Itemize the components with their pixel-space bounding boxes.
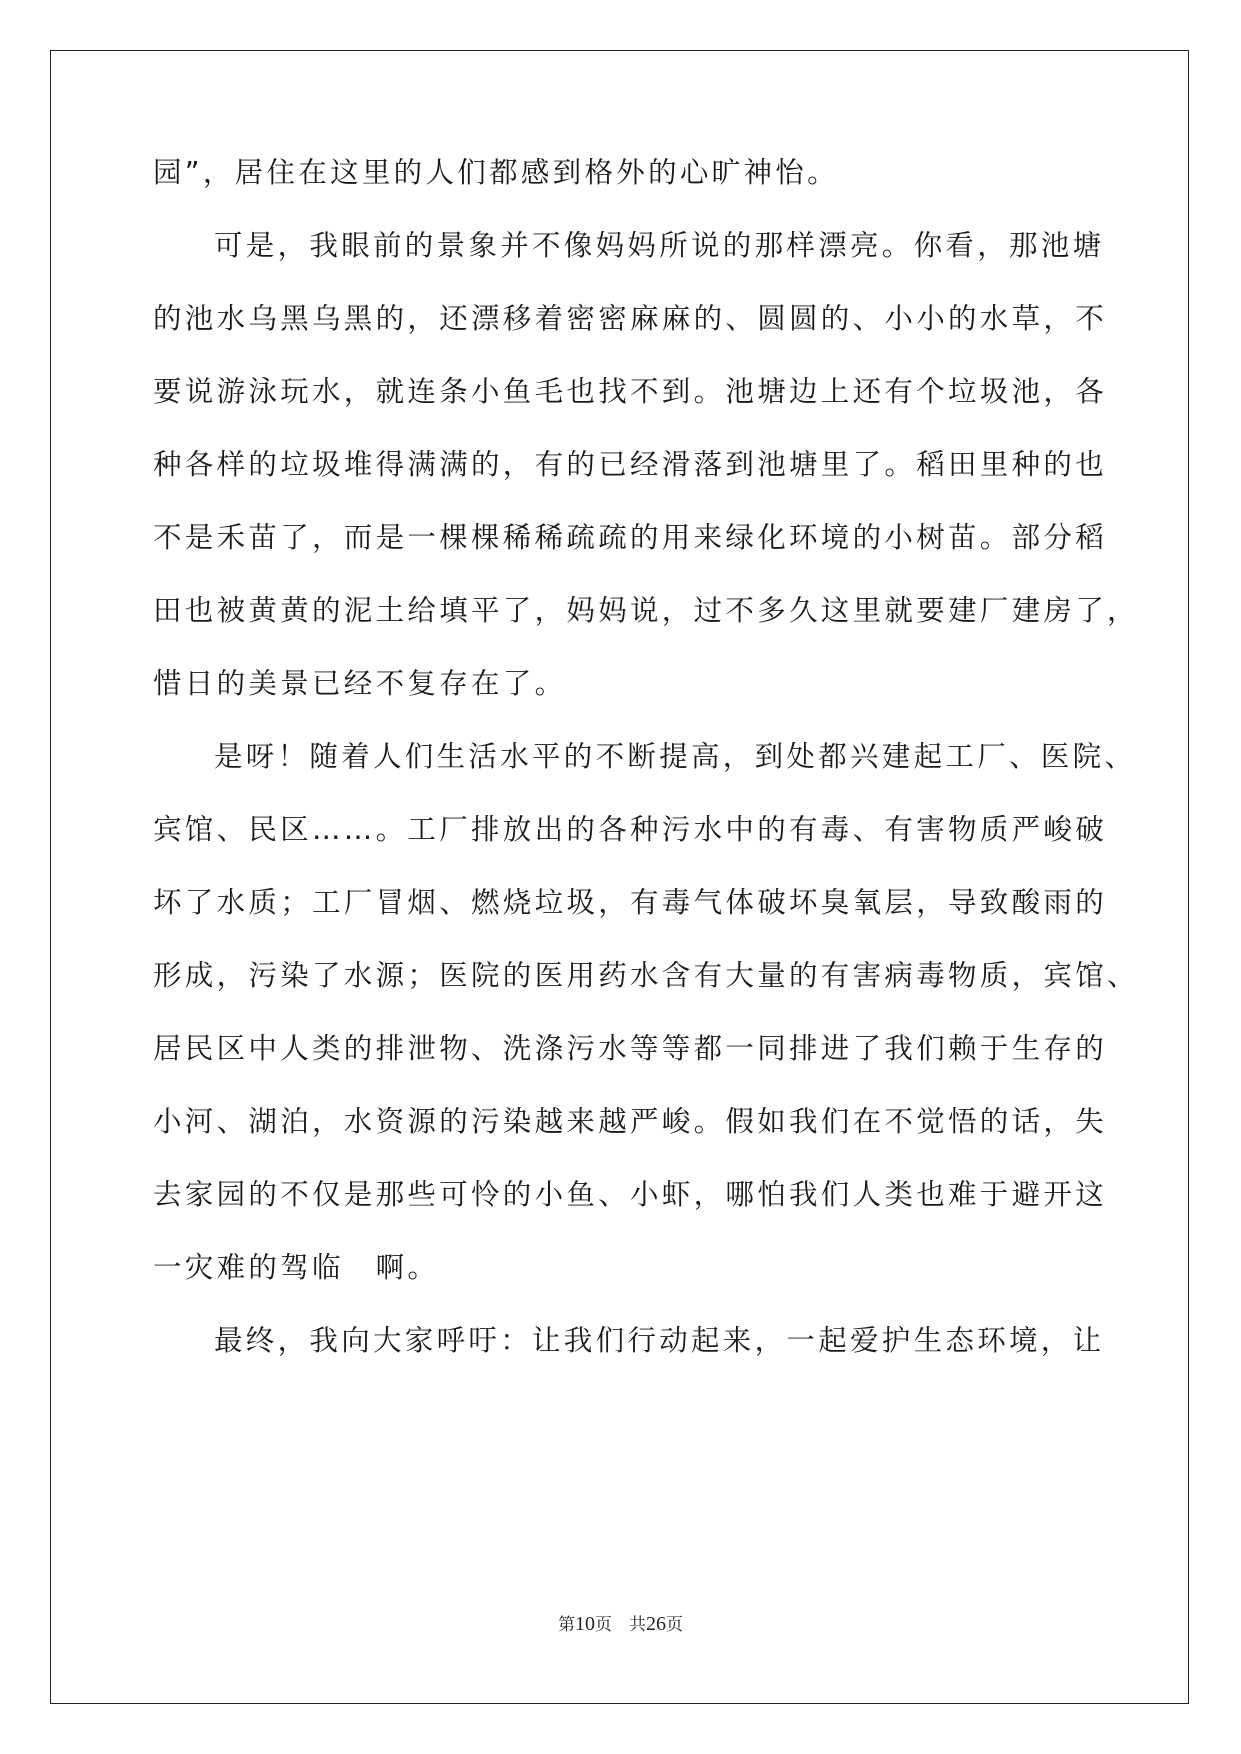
page-label-suffix: 页 bbox=[666, 1615, 683, 1635]
page-label-prefix: 第 bbox=[558, 1615, 575, 1635]
text-line: 园”，居住在这里的人们都感到格外的心旷神怡。 bbox=[153, 156, 839, 189]
text-line: 坏了水质；工厂冒烟、燃烧垃圾，有毒气体破坏臭氧层，导致酸雨的 bbox=[153, 886, 1108, 919]
text-line: 田也被黄黄的泥土给填平了，妈妈说，过不多久这里就要建厂建房了， bbox=[153, 594, 1139, 627]
paragraph-start-line: 可是，我眼前的景象并不像妈妈所说的那样漂亮。你看，那池塘 bbox=[214, 229, 1105, 262]
paragraph-start-line: 是呀！随着人们生活水平的不断提高，到处都兴建起工厂、医院、 bbox=[214, 740, 1137, 773]
text-line: 要说游泳玩水，就连条小鱼毛也找不到。池塘边上还有个垃圾池，各 bbox=[153, 375, 1108, 408]
current-page-number: 10 bbox=[575, 1613, 595, 1635]
text-line: 形成，污染了水源；医院的医用药水含有大量的有害病毒物质，宾馆、 bbox=[153, 959, 1139, 992]
page-footer bbox=[0, 1613, 1241, 1636]
text-line: 不是禾苗了，而是一棵棵稀稀疏疏的用来绿化环境的小树苗。部分稻 bbox=[153, 521, 1108, 554]
text-line: 一灾难的驾临 啊。 bbox=[153, 1251, 440, 1284]
total-page-count: 26 bbox=[646, 1613, 666, 1635]
text-line: 居民区中人类的排泄物、洗涤污水等等都一同排进了我们赖于生存的 bbox=[153, 1032, 1108, 1065]
text-line: 小河、湖泊，水资源的污染越来越严峻。假如我们在不觉悟的话，失 bbox=[153, 1105, 1108, 1138]
text-line: 惜日的美景已经不复存在了。 bbox=[153, 667, 567, 700]
page-label-mid: 页 共 bbox=[595, 1615, 646, 1635]
text-line: 去家园的不仅是那些可怜的小鱼、小虾，哪怕我们人类也难于避开这 bbox=[153, 1178, 1108, 1211]
text-line: 种各样的垃圾堆得满满的，有的已经滑落到池塘里了。稻田里种的也 bbox=[153, 448, 1108, 481]
text-line: 宾馆、民区……。工厂排放出的各种污水中的有毒、有害物质严峻破 bbox=[153, 813, 1108, 846]
paragraph-start-line: 最终，我向大家呼吁：让我们行动起来，一起爱护生态环境，让 bbox=[214, 1324, 1105, 1357]
text-line: 的池水乌黑乌黑的，还漂移着密密麻麻的、圆圆的、小小的水草，不 bbox=[153, 302, 1108, 335]
